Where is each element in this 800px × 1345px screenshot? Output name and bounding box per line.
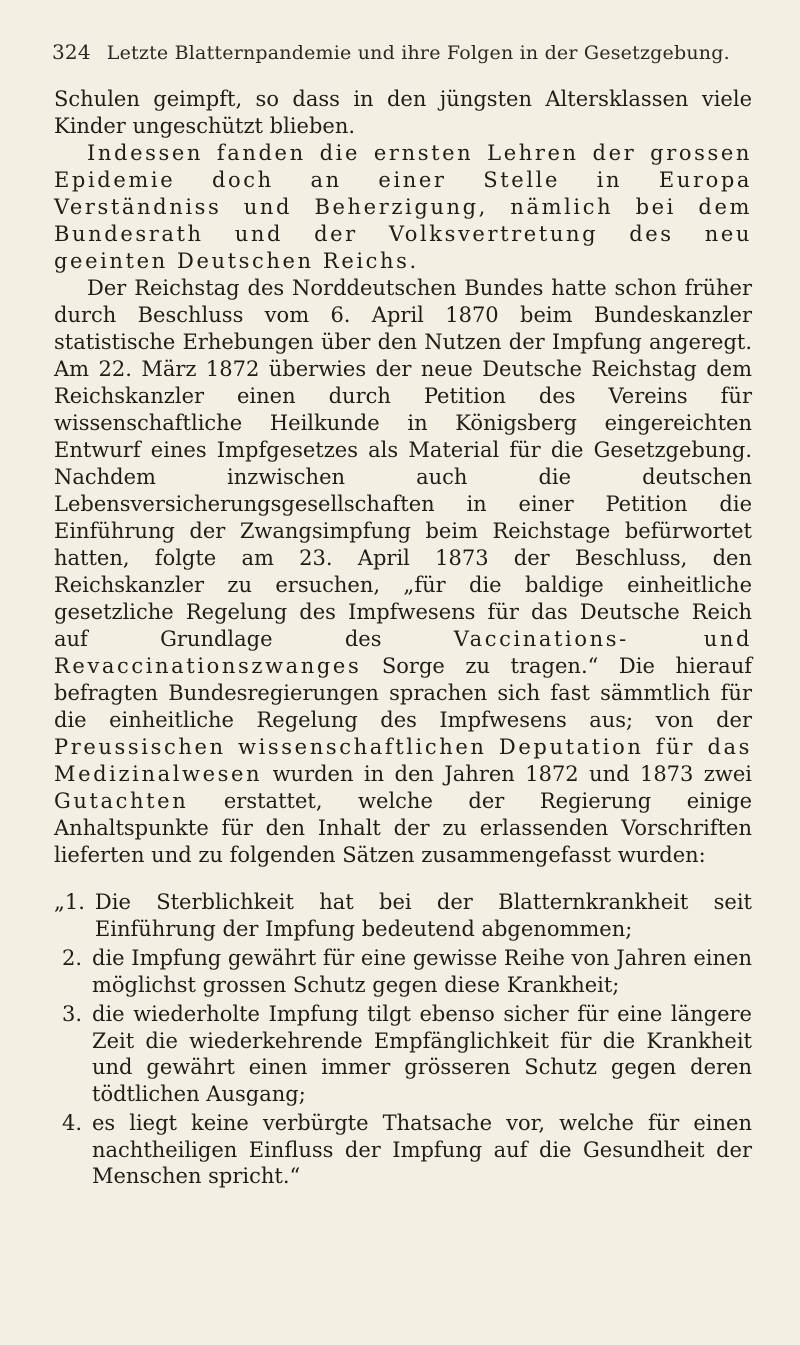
list-item-number: 4. [61, 1111, 82, 1135]
paragraph-indessen [54, 140, 752, 275]
paragraph-reichstag [54, 275, 752, 869]
text-segment-spaced: Indessen fanden die ernsten Lehren der grossen Epidemie doch an einer Stelle in Europa Verständniss und Beherzigung, nämlich bei dem Bundesrath und der Volksvertretung des neu geeinten Deutschen Reichs. [54, 141, 752, 273]
text-segment: Sorge zu tragen.“ Die hierauf befragten Bundesregierungen sprachen sich fast sämmtlich für die einheitliche Regelung des Impfwesens aus; von der [54, 654, 752, 732]
text-segment: erstattet, welche der Regierung einige Anhaltspunkte für den Inhalt der zu erlassenden Vorschriften lieferten und zu folgenden Sätzen zusammengefasst wurden: [54, 789, 752, 867]
body-text [54, 86, 752, 1190]
list-item-text: die wiederholte Impfung tilgt ebenso sicher für eine längere Zeit die wiederkehrende Empfänglichkeit für die Krankheit und gewährt einen immer grösseren Schutz gegen deren tödtlichen Ausgang; [92, 1002, 752, 1106]
list-item [54, 889, 752, 942]
list-item [54, 945, 752, 998]
text-segment-spaced: Preussischen wissenschaftlichen Deputation für das Medizinalwesen [54, 735, 752, 786]
list-item [54, 1001, 752, 1107]
list-item [54, 1110, 752, 1190]
list-item-text: Die Sterblichkeit hat bei der Blatternkrankheit seit Einführung der Impfung bedeutend abgenommen; [94, 890, 752, 941]
list-item-number: 2. [61, 946, 82, 970]
running-head-title: Letzte Blatternpandemie und ihre Folgen in der Gesetzgebung. [106, 42, 730, 64]
list-item-number: „1. [54, 890, 85, 914]
list-item-text: es liegt keine verbürgte Thatsache vor, welche für einen nachtheiligen Einfluss der Impfung auf die Gesundheit der Menschen spricht.“ [92, 1111, 752, 1188]
text-segment: Schulen geimpft, so dass in den jüngsten Altersklassen viele Kinder ungeschützt blieben. [54, 87, 752, 138]
text-segment: Der Reichstag des Norddeutschen Bundes hatte schon früher durch Beschluss vom 6. April 1870 beim Bundeskanzler statistische Erhebungen über den Nutzen der Impfung angeregt. Am 22. März 1872 überwies der neue Deutsche Reichstag dem Reichskanzler einen durch Petition des Vereins für wissenschaftliche Heilkunde in Königsberg eingereichten Entwurf eines Impfgesetzes als Material für die Gesetzgebung. Nachdem inzwischen auch die deutschen Lebensversicherungsgesellschaften in einer Petition die Einführung der Zwangsimpfung beim Reichstage befürwortet hatten, folgte am 23. April 1873 der Beschluss, den Reichskanzler zu ersuchen, „für die baldige einheitliche gesetzliche Regelung des Impfwesens für das Deutsche Reich auf Grundlage des [54, 276, 752, 651]
page-number: 324 [52, 40, 91, 64]
text-segment-spaced: Gutachten [54, 789, 189, 813]
text-segment: wurden in den Jahren 1872 und 1873 zwei [262, 762, 752, 786]
running-head [52, 40, 752, 64]
numbered-quote-list [54, 889, 752, 1190]
paragraph-continuation [54, 86, 752, 140]
list-item-number: 3. [61, 1002, 82, 1026]
text-segment-spaced: Vaccinations- und Revaccinationszwanges [54, 627, 753, 678]
list-item-text: die Impfung gewährt für eine gewisse Reihe von Jahren einen möglichst grossen Schutz gegen diese Krankheit; [92, 946, 752, 997]
